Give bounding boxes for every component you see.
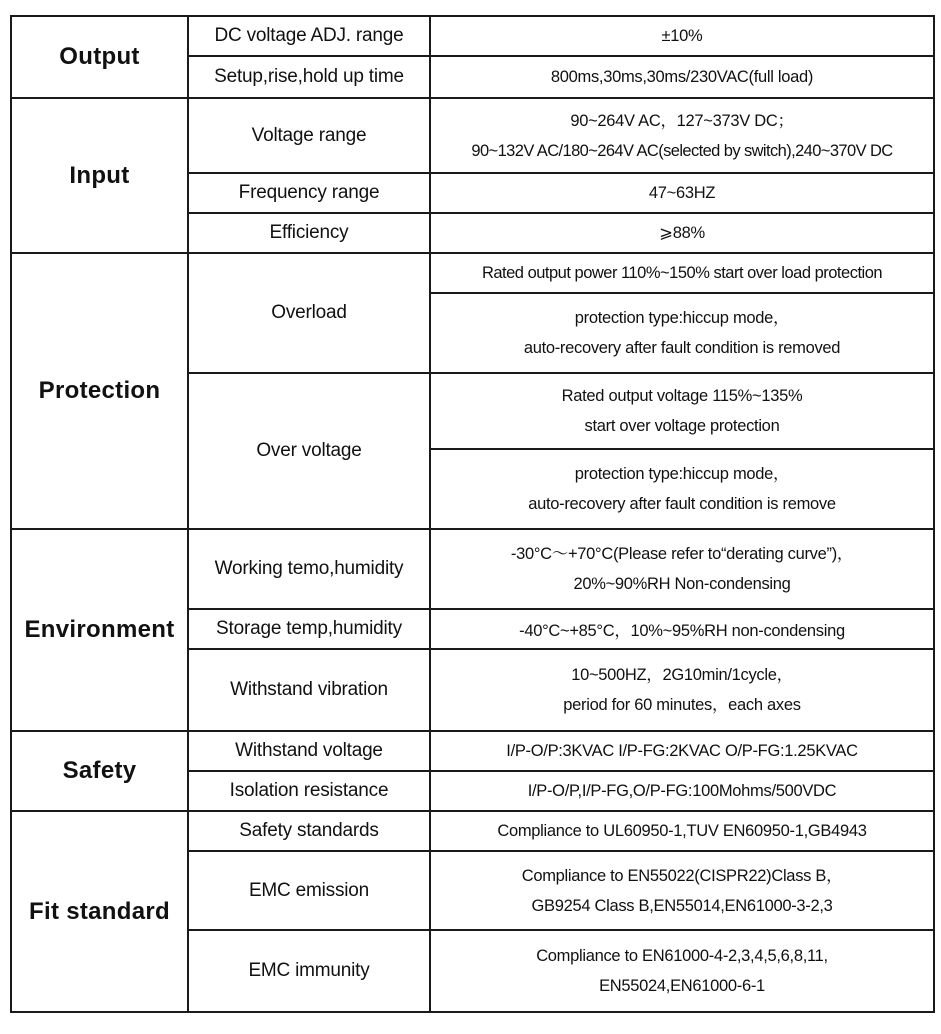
category-protection: Protection	[11, 253, 188, 529]
value-dc-voltage-adj-range	[430, 16, 934, 56]
category-input: Input	[11, 98, 188, 253]
value-line: 47~63HZ	[648, 183, 716, 202]
spec-table	[10, 15, 935, 1013]
value-voltage-range	[430, 98, 934, 173]
spec-row	[11, 811, 934, 851]
item-safety-standards: Safety standards	[188, 811, 430, 851]
spec-row	[11, 731, 934, 771]
category-safety: Safety	[11, 731, 188, 811]
item-emc-immunity: EMC immunity	[188, 930, 430, 1012]
value-efficiency	[430, 213, 934, 253]
value-working-temp-humidity	[430, 529, 934, 609]
value-withstand-vibration	[430, 649, 934, 731]
value-safety-standards	[430, 811, 934, 851]
item-emc-emission: EMC emission	[188, 851, 430, 930]
value-line: auto-recovery after fault condition is removed	[523, 339, 841, 357]
value-line: Compliance to UL60950-1,TUV EN60950-1,GB4943	[497, 821, 867, 840]
value-over-voltage-mode	[430, 449, 934, 529]
value-line: auto-recovery after fault condition is remove	[528, 495, 836, 513]
spec-row	[11, 529, 934, 609]
value-line: start over voltage protection	[584, 417, 780, 435]
value-line: EN55024,EN61000-6-1	[599, 977, 765, 995]
value-line: 10~500HZ，2G10min/1cycle，	[571, 666, 793, 684]
item-voltage-range: Voltage range	[188, 98, 430, 173]
item-isolation-resistance: Isolation resistance	[188, 771, 430, 811]
item-withstand-voltage: Withstand voltage	[188, 731, 430, 771]
item-working-temp-humidity: Working temo,humidity	[188, 529, 430, 609]
value-line: Rated output power 110%~150% start over load protection	[481, 263, 883, 282]
value-line: I/P-O/P,I/P-FG,O/P-FG:100Mohms/500VDC	[527, 781, 837, 800]
item-overload: Overload	[188, 253, 430, 373]
value-overload-threshold	[430, 253, 934, 293]
item-withstand-vibration: Withstand vibration	[188, 649, 430, 731]
value-isolation-resistance	[430, 771, 934, 811]
value-line: 800ms,30ms,30ms/230VAC(full load)	[550, 67, 814, 86]
value-line: -40°C~+85°C，10%~95%RH non-condensing	[519, 622, 845, 640]
spec-row	[11, 98, 934, 173]
category-fit-standard: Fit standard	[11, 811, 188, 1012]
item-over-voltage: Over voltage	[188, 373, 430, 529]
value-line: GB9254 Class B,EN55014,EN61000-3-2,3	[531, 896, 833, 915]
value-line: protection type:hiccup mode，	[574, 309, 790, 327]
value-line: I/P-O/P:3KVAC I/P-FG:2KVAC O/P-FG:1.25KVAC	[506, 741, 858, 760]
value-line: Compliance to EN61000-4-2,3,4,5,6,8,11,	[536, 947, 828, 965]
value-line: 90~132V AC/180~264V AC(selected by switch),240~370V DC	[471, 141, 893, 160]
item-setup-rise-hold-time: Setup,rise,hold up time	[188, 56, 430, 98]
value-line: 20%~90%RH Non-condensing	[573, 575, 791, 593]
value-emc-immunity	[430, 930, 934, 1012]
value-setup-rise-hold-time	[430, 56, 934, 98]
value-line: -30°C～+70°C(Please refer to“derating curve”)，	[510, 545, 854, 563]
value-over-voltage-threshold	[430, 373, 934, 449]
value-line: ±10%	[661, 26, 703, 45]
value-frequency-range	[430, 173, 934, 213]
value-withstand-voltage	[430, 731, 934, 771]
value-storage-temp-humidity	[430, 609, 934, 649]
category-output: Output	[11, 16, 188, 98]
item-frequency-range: Frequency range	[188, 173, 430, 213]
value-line: period for 60 minutes，each axes	[563, 696, 801, 714]
value-emc-emission	[430, 851, 934, 930]
category-environment: Environment	[11, 529, 188, 731]
value-line: ⩾88%	[659, 224, 705, 242]
value-line: 90~264V AC，127~373V DC；	[570, 111, 794, 130]
item-efficiency: Efficiency	[188, 213, 430, 253]
value-line: Rated output voltage 115%~135%	[561, 387, 803, 405]
item-storage-temp-humidity: Storage temp,humidity	[188, 609, 430, 649]
value-line: protection type:hiccup mode，	[574, 465, 790, 483]
value-overload-mode	[430, 293, 934, 373]
spec-row	[11, 16, 934, 56]
value-line: Compliance to EN55022(CISPR22)Class B，	[521, 866, 843, 885]
spec-row	[11, 253, 934, 293]
item-dc-voltage-adj-range: DC voltage ADJ. range	[188, 16, 430, 56]
